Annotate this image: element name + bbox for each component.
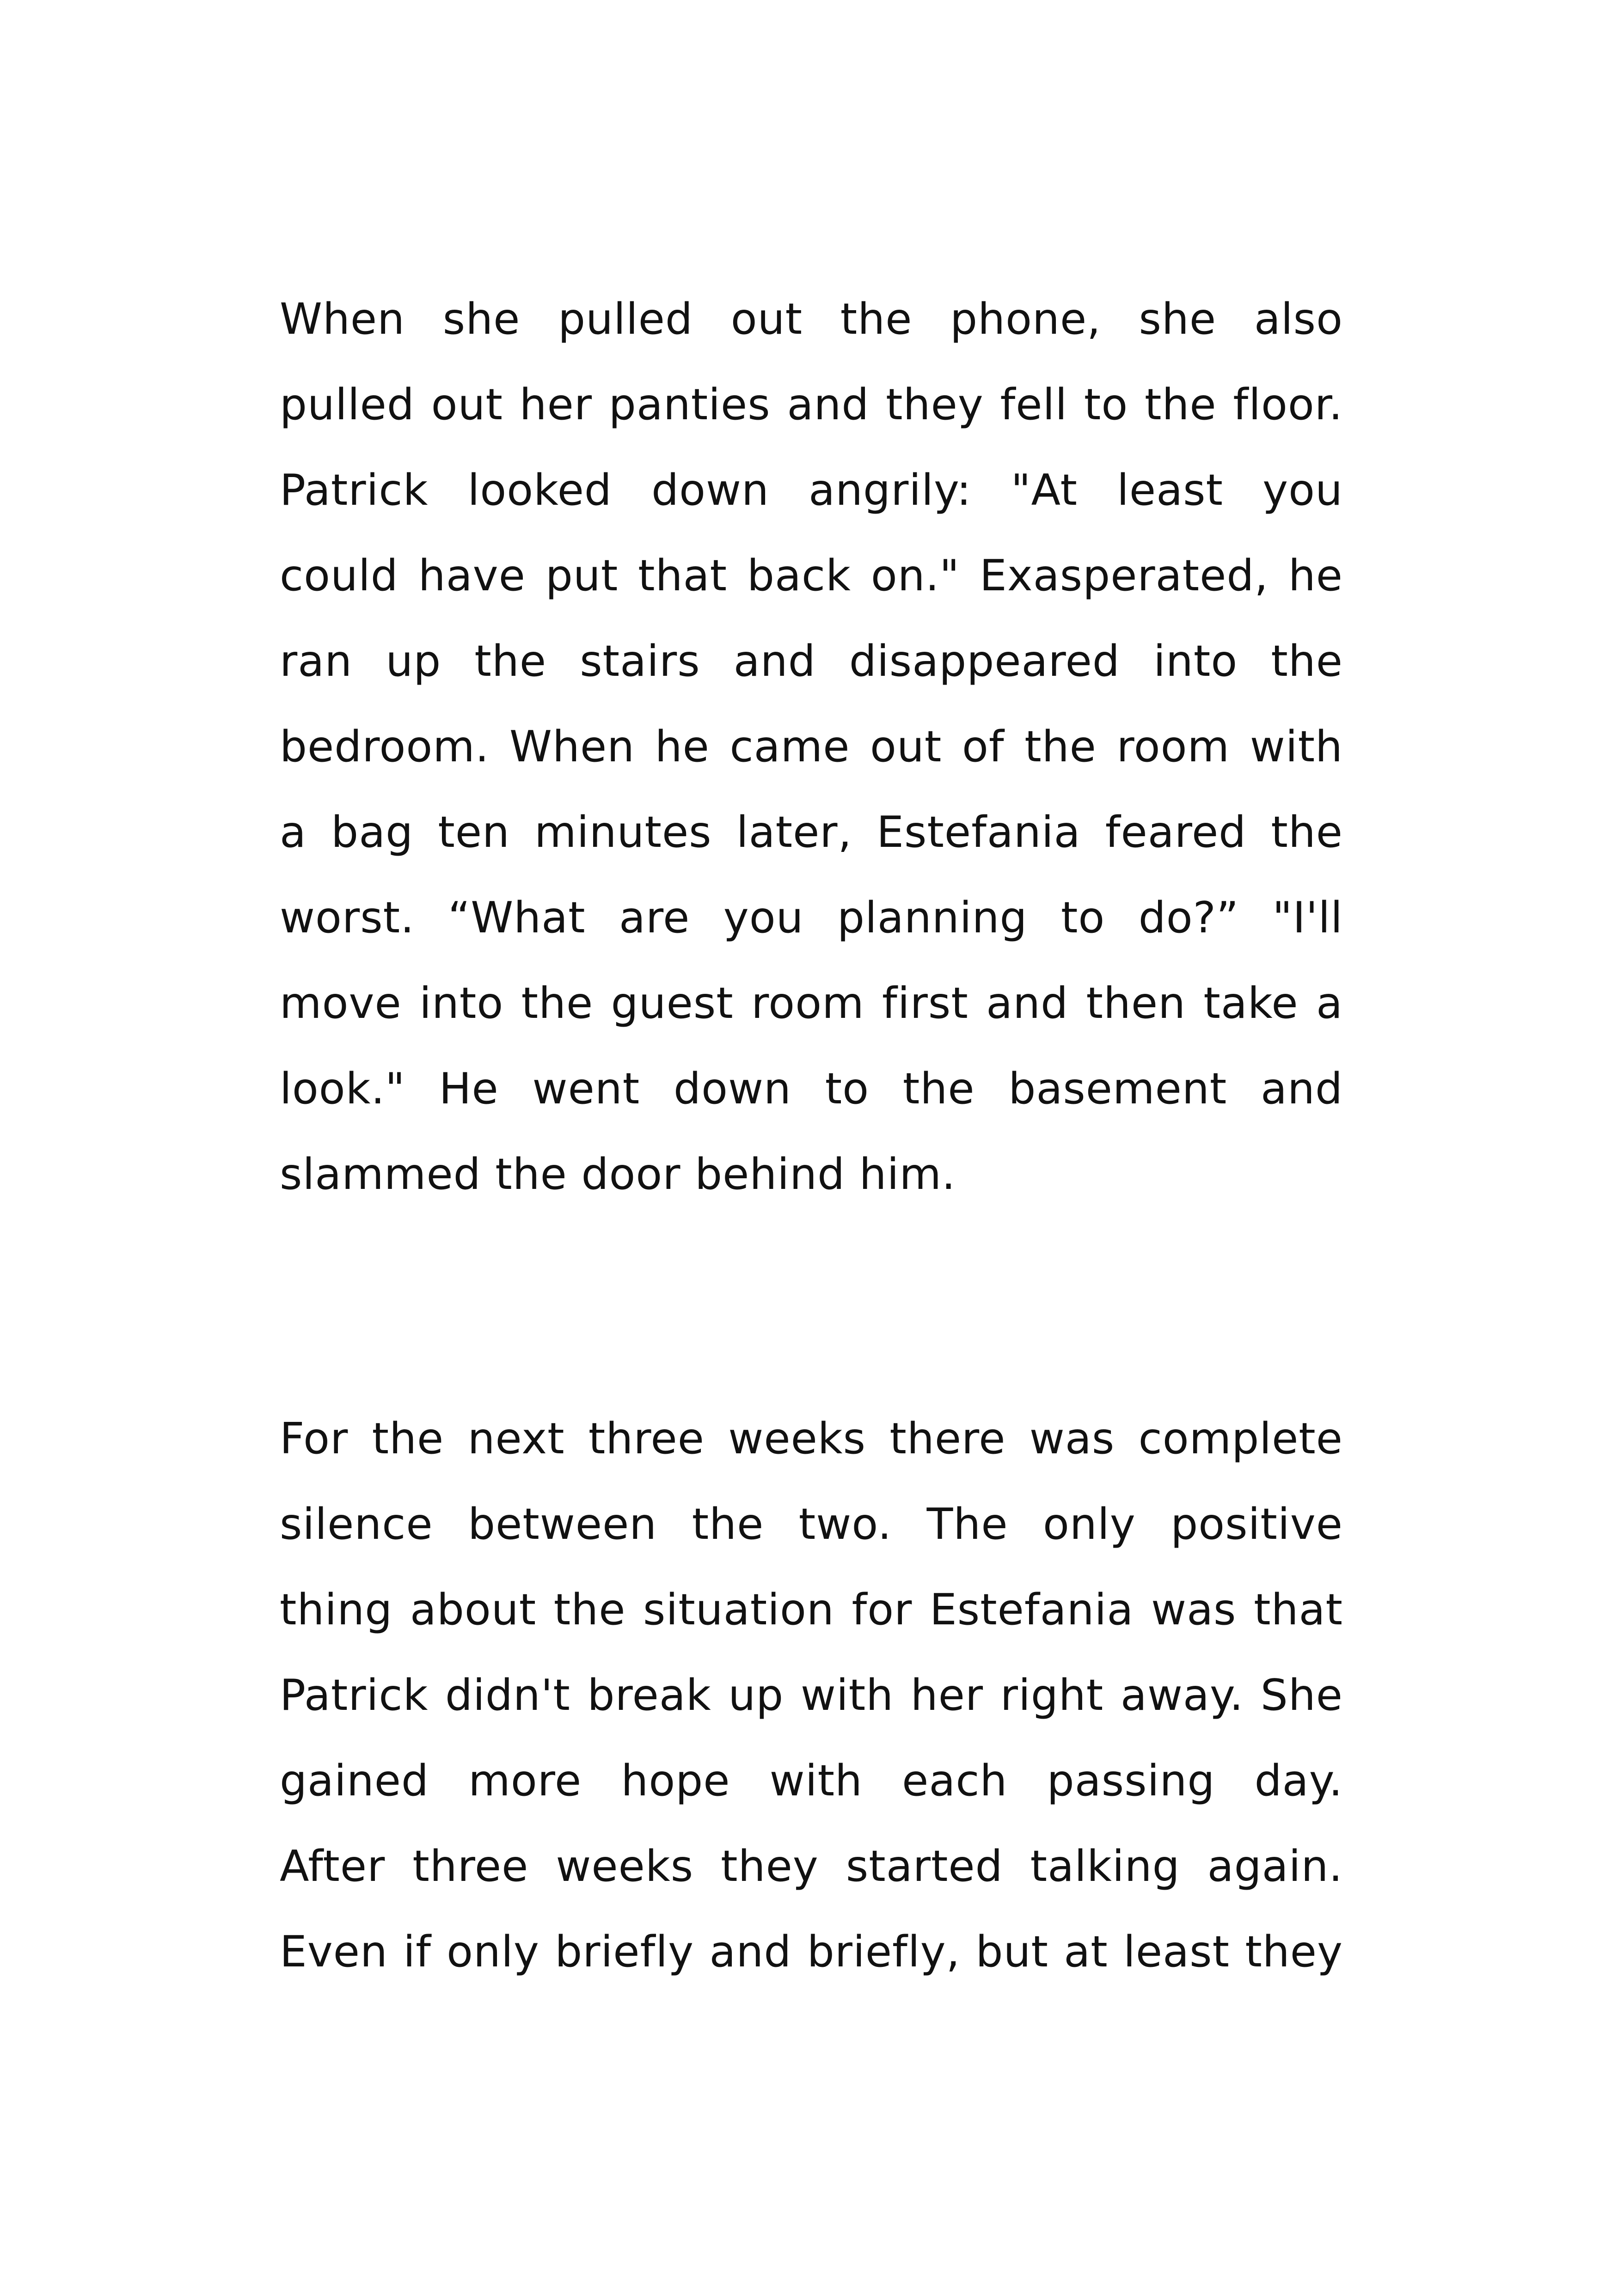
text-line: worst. “What are you planning to do?” "I'll bbox=[280, 893, 1343, 943]
text-line: Patrick looked down angrily: "At least you bbox=[280, 465, 1343, 515]
text-line: Even if only briefly and briefly, but at least they bbox=[280, 1927, 1343, 1977]
text-line: After three weeks they started talking again. bbox=[280, 1841, 1343, 1891]
text-line: silence between the two. The only positive bbox=[280, 1499, 1343, 1549]
text-line: gained more hope with each passing day. bbox=[280, 1756, 1343, 1806]
paragraph-1 bbox=[280, 276, 1343, 1217]
text-line: bedroom. When he came out of the room with bbox=[280, 722, 1343, 771]
text-line: look." He went down to the basement and bbox=[280, 1064, 1343, 1114]
text-line: thing about the situation for Estefania was that bbox=[280, 1585, 1343, 1635]
text-line: move into the guest room first and then take a bbox=[280, 978, 1343, 1028]
text-line: When she pulled out the phone, she also bbox=[280, 294, 1343, 344]
text-line: pulled out her panties and they fell to the floor. bbox=[280, 380, 1343, 429]
text-line: a bag ten minutes later, Estefania feared the bbox=[280, 807, 1343, 857]
text-line: could have put that back on." Exasperated, he bbox=[280, 551, 1343, 600]
paragraph-2 bbox=[280, 1396, 1343, 1995]
text-line: slammed the door behind him. bbox=[280, 1149, 956, 1199]
text-line: For the next three weeks there was complete bbox=[280, 1414, 1343, 1463]
text-line: Patrick didn't break up with her right away. She bbox=[280, 1670, 1343, 1720]
text-line: ran up the stairs and disappeared into the bbox=[280, 636, 1343, 686]
